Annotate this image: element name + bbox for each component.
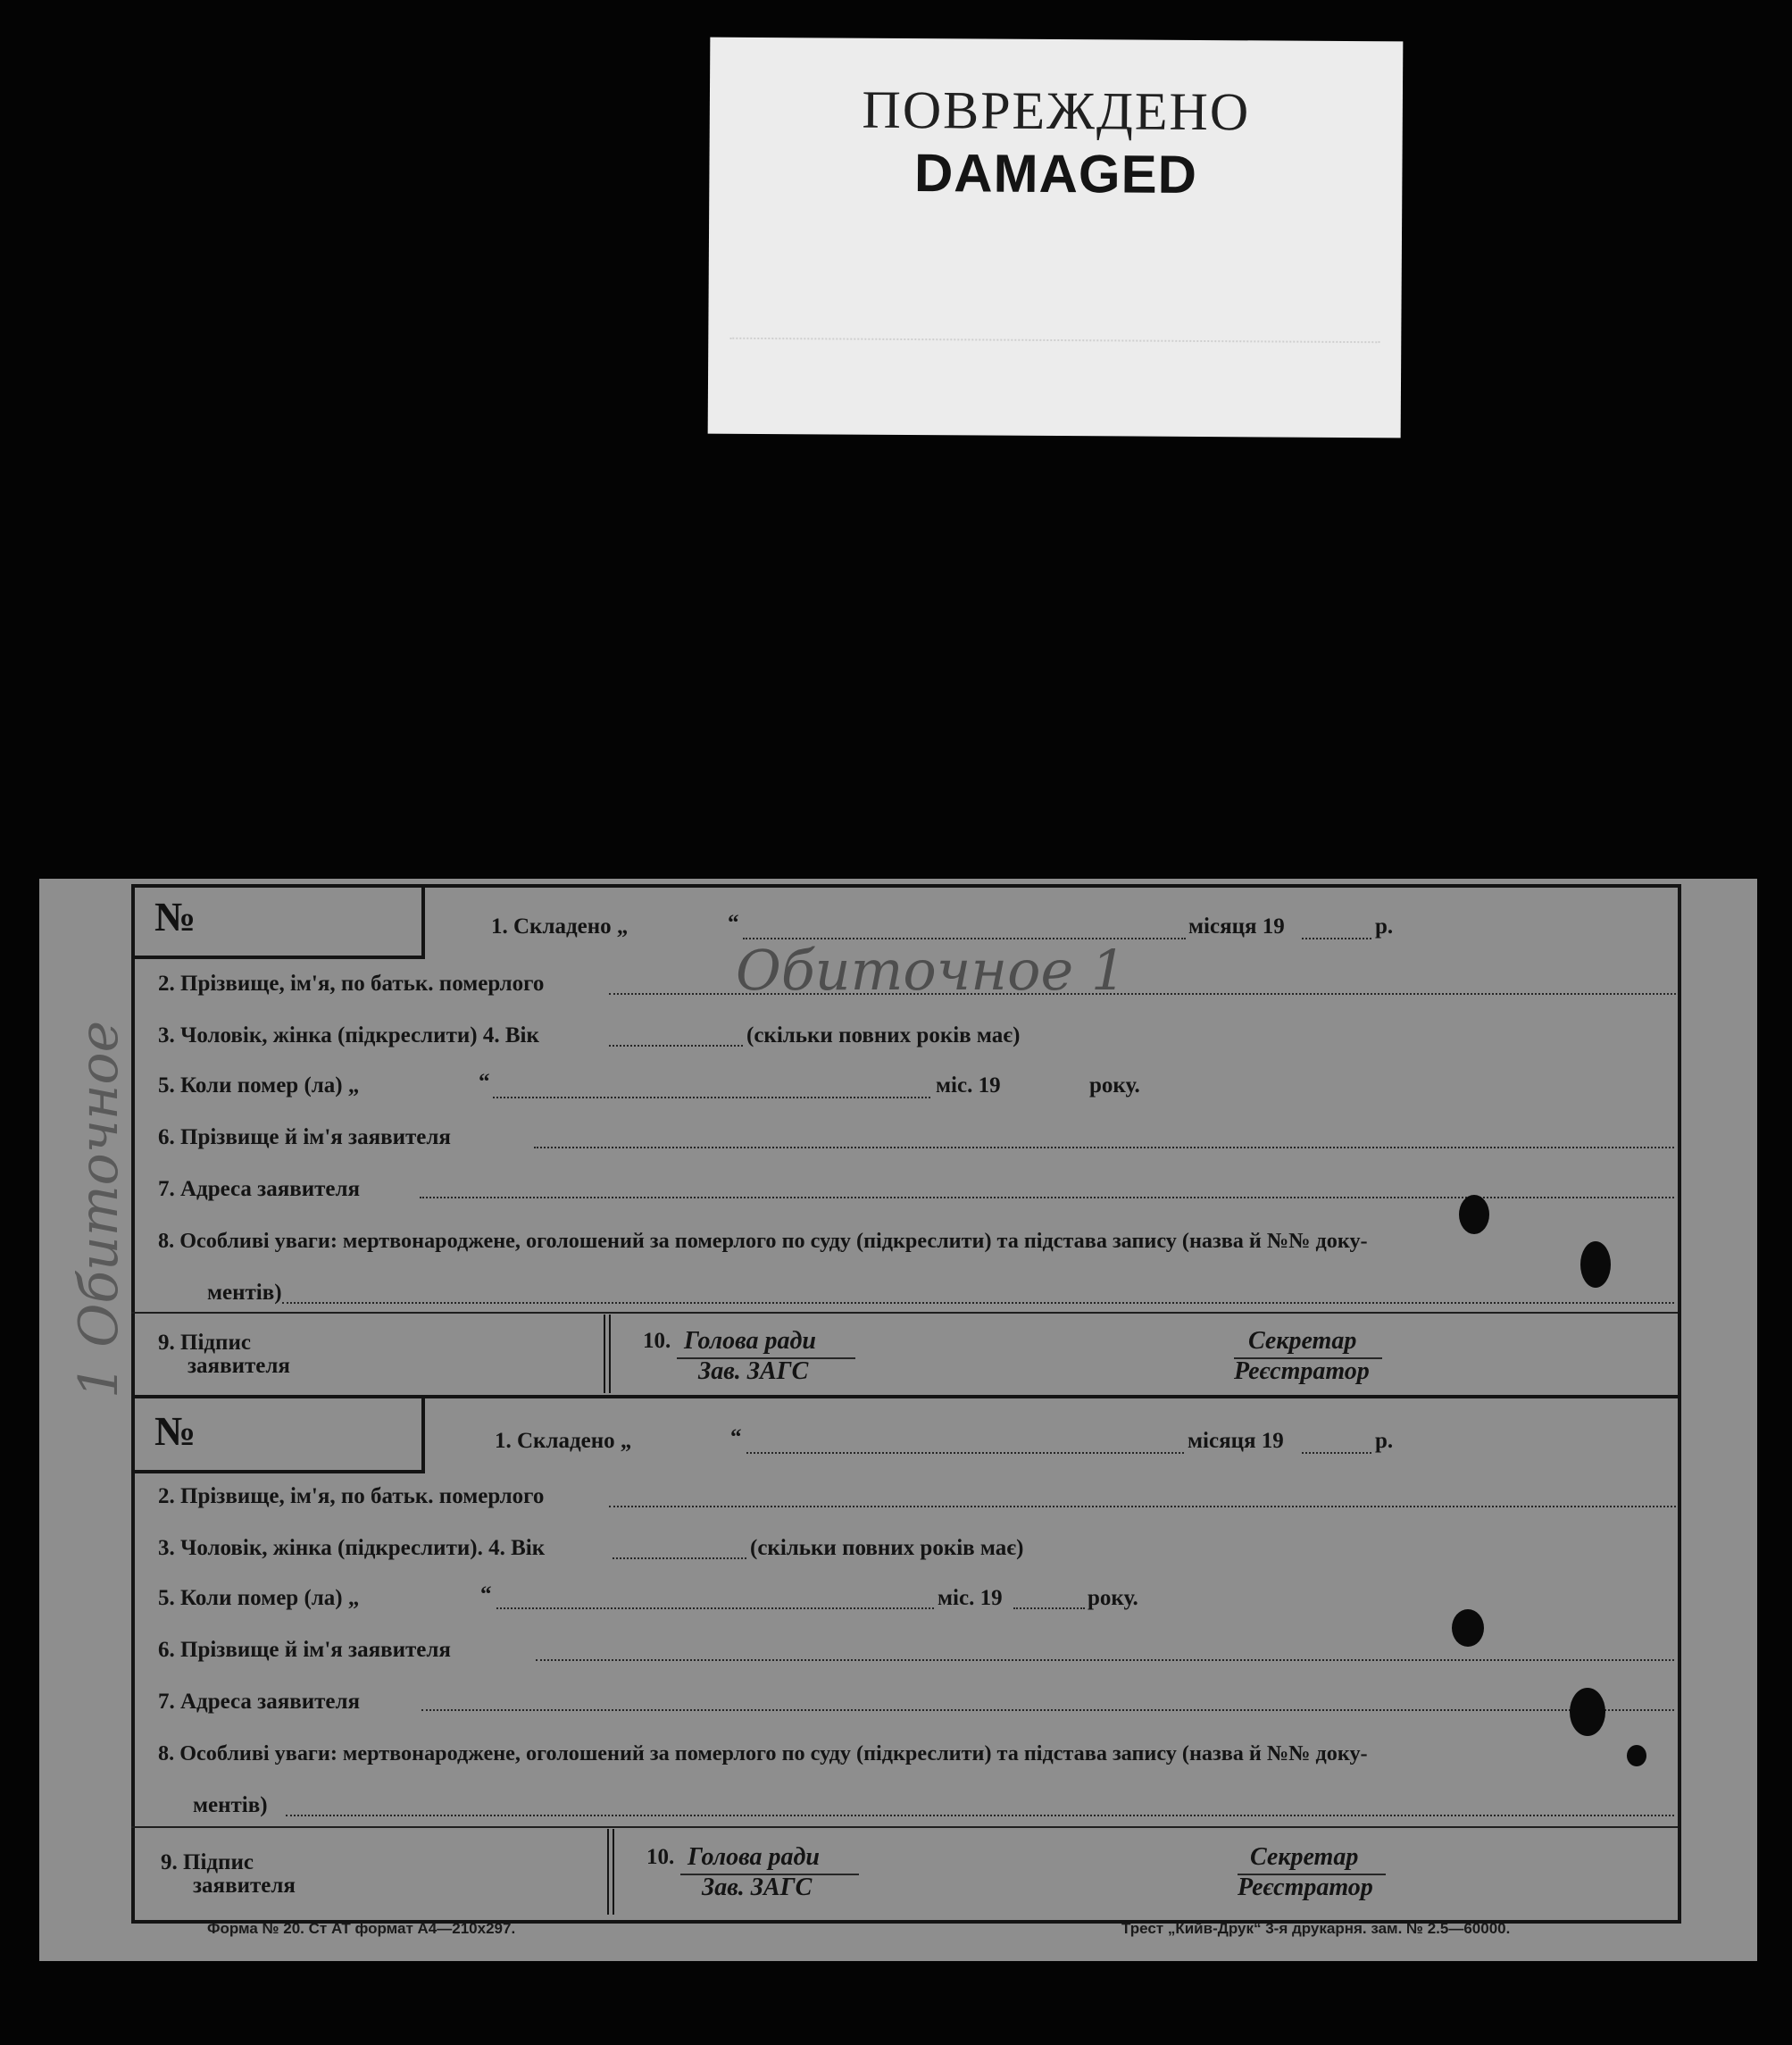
bottom-row8-label: 8. Особливі уваги: мертвонароджене, оголошений за померлого по суду (підкреслити) та підстава запису (назва й №№ доку-	[158, 1741, 1368, 1765]
footer-printer: Трест „Кийв-Друк“ 3-я друкарня. зам. № 2.5—60000.	[1121, 1920, 1511, 1937]
top-head-of-council: Голова ради	[684, 1327, 816, 1355]
top-zags-head: Зав. ЗАГС	[698, 1357, 809, 1385]
top-row9-label-2: заявителя	[188, 1354, 290, 1378]
bottom-registrar: Реєстратор	[1238, 1874, 1373, 1901]
damage-hole	[1580, 1241, 1611, 1288]
top-row3-label: 3. Чоловік, жінка (підкреслити) 4. Вік	[158, 1023, 539, 1048]
top-row1-year-line	[1302, 938, 1371, 939]
bottom-row1-date-line	[746, 1452, 1184, 1454]
bottom-row1-year-suffix: р.	[1375, 1429, 1394, 1453]
bottom-row8-line	[286, 1815, 1674, 1816]
record-number-sign: №	[154, 1408, 196, 1454]
record-number-sign: №	[154, 894, 196, 939]
bottom-secretary: Секретар	[1250, 1843, 1359, 1871]
damage-hole	[1459, 1195, 1489, 1234]
bottom-row1-label: 1. Складено „	[495, 1429, 632, 1453]
bottom-row1-year-line	[1302, 1452, 1371, 1454]
top-row6-label: 6. Прізвище й ім'я заявителя	[158, 1125, 451, 1149]
label-english-text: DAMAGED	[913, 143, 1198, 204]
bottom-row9-label: 9. Підпис	[161, 1850, 254, 1874]
bottom-row5-date-line	[496, 1607, 934, 1609]
top-signature-divider	[604, 1315, 605, 1393]
top-row5-label: 5. Коли помер (ла) „	[158, 1073, 360, 1098]
bottom-row5-year-line	[1013, 1607, 1085, 1609]
bottom-row3-label: 3. Чоловік, жінка (підкреслити). 4. Вік	[158, 1536, 546, 1560]
bottom-row7-line	[421, 1709, 1674, 1711]
bottom-row2-label: 2. Прізвище, ім'я, по батьк. померлого	[158, 1484, 545, 1508]
top-row6-line	[534, 1147, 1674, 1148]
top-row5-quote: “	[479, 1070, 490, 1094]
bottom-row7-label: 7. Адреса заявителя	[158, 1690, 361, 1714]
handwritten-margin-note: 1 Обиточное	[68, 1020, 130, 1398]
record-number-box-top	[131, 884, 425, 959]
label-crease	[729, 338, 1379, 343]
bottom-row5-year-suffix: року.	[1088, 1586, 1138, 1610]
record-number-box-bottom	[131, 1398, 425, 1473]
bottom-row10-number: 10.	[646, 1845, 675, 1869]
top-secretary: Секретар	[1248, 1327, 1357, 1355]
top-row3-age-line	[609, 1045, 743, 1047]
top-row8-line	[282, 1302, 1674, 1304]
top-row10-number: 10.	[643, 1329, 671, 1353]
bottom-row5-label: 5. Коли помер (ла) „	[158, 1586, 360, 1610]
bottom-row3-age-line	[613, 1557, 746, 1559]
damage-hole	[1627, 1745, 1646, 1766]
top-row3-age-hint: (скільки повних років має)	[746, 1023, 1021, 1048]
label-russian-text: ПОВРЕЖДЕНО	[862, 79, 1251, 142]
bottom-row6-line	[536, 1659, 1674, 1661]
top-registrar: Реєстратор	[1234, 1357, 1370, 1385]
top-row8-continued: ментів)	[207, 1281, 282, 1305]
damage-hole	[1452, 1609, 1484, 1647]
bottom-row5-quote: “	[480, 1582, 492, 1607]
bottom-row3-age-hint: (скільки повних років має)	[750, 1536, 1024, 1560]
top-row5-year-suffix: року.	[1089, 1073, 1140, 1098]
top-row5-date-line	[493, 1097, 930, 1098]
top-row7-line	[420, 1197, 1674, 1198]
bottom-signature-divider-2	[613, 1829, 614, 1915]
bottom-row1-quote: “	[730, 1425, 742, 1449]
bottom-zags-head: Зав. ЗАГС	[702, 1874, 813, 1901]
top-row7-label: 7. Адреса заявителя	[158, 1177, 361, 1201]
bottom-row6-label: 6. Прізвище й ім'я заявителя	[158, 1638, 451, 1662]
damaged-label-card	[708, 38, 1404, 438]
bottom-signature-divider	[607, 1829, 609, 1915]
top-row2-label: 2. Прізвище, ім'я, по батьк. померлого	[158, 972, 545, 996]
top-row8-label: 8. Особливі уваги: мертвонароджене, оголошений за померлого по суду (підкреслити) та підстава запису (назва й №№ доку-	[158, 1229, 1368, 1253]
top-row9-label: 9. Підпис	[158, 1331, 251, 1355]
bottom-signature-rule	[131, 1826, 1678, 1828]
bottom-row8-continued: ментів)	[193, 1793, 268, 1817]
bottom-row9-label-2: заявителя	[193, 1874, 296, 1898]
top-row1-month-label: місяця 19	[1188, 914, 1285, 939]
top-signature-rule	[131, 1312, 1678, 1314]
top-row1-quote: “	[728, 911, 739, 935]
top-row5-month-label: міс. 19	[936, 1073, 1001, 1098]
bottom-row1-month-label: місяця 19	[1188, 1429, 1284, 1453]
top-row1-year-suffix: р.	[1375, 914, 1394, 939]
bottom-row2-line	[609, 1506, 1676, 1507]
bottom-row5-month-label: міс. 19	[938, 1586, 1003, 1610]
handwritten-entry: Обиточное 1	[736, 938, 1127, 1003]
damage-hole	[1570, 1688, 1605, 1736]
footer-form-number: Форма № 20. Ст АТ формат А4—210х297.	[207, 1920, 516, 1937]
bottom-head-of-council: Голова ради	[688, 1843, 820, 1871]
top-row1-label: 1. Складено „	[491, 914, 629, 939]
top-signature-divider-2	[609, 1315, 611, 1393]
